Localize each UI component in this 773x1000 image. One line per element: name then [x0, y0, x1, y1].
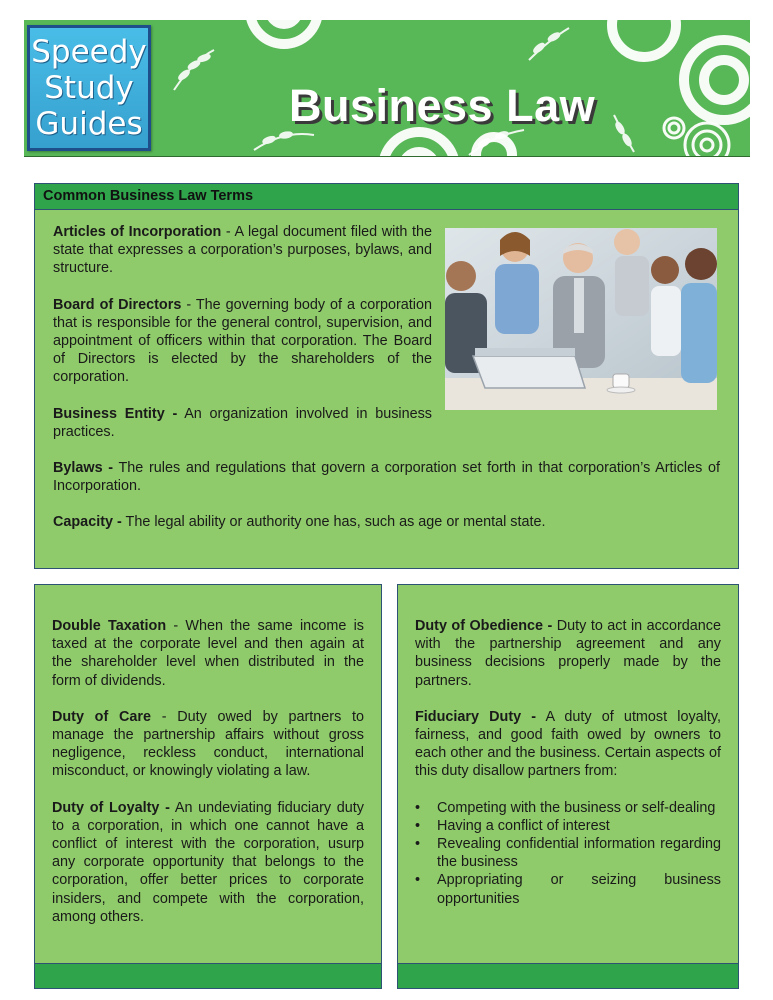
fiduciary-bullet-list [415, 799, 721, 908]
term-business-entity [53, 405, 432, 441]
term-title: Double Taxation [52, 618, 167, 634]
list-item: • Appropriating or seizing business opportunities [415, 872, 721, 907]
term-title: Articles of Incorporation [53, 224, 222, 240]
term-title: Bylaws - [53, 460, 114, 476]
term-duty-of-obedience [415, 617, 721, 690]
top-terms-column [53, 223, 432, 459]
right-terms-column [415, 617, 721, 908]
term-title: Board of Directors [53, 296, 182, 313]
logo-line: Guides [35, 106, 143, 142]
term-board-of-directors: Board of Directors - The governing body of a corporation that is responsible for the general control, supervision, and appointment of officers within that corporation. The Board of Directors is elected by the shareholders of the corporation. [53, 296, 432, 386]
left-terms-column [52, 617, 364, 944]
list-item: • Having a conflict of interest [415, 817, 610, 834]
business-team-photo [445, 228, 717, 410]
bullet-icon: • [415, 817, 421, 834]
panel-footer [398, 963, 738, 988]
term-title: Capacity - [53, 514, 122, 531]
term-definition: Duty owed by partners to manage the partnership affairs without gross negligence, reckless conduct, international misconduct, or knowingly violating a law. [52, 708, 364, 780]
term-bylaws [53, 459, 720, 495]
term-title: Duty of Care [52, 708, 151, 725]
logo-line: Speedy [31, 34, 147, 70]
logo-line: Study [44, 70, 134, 106]
speedy-study-guides-logo [27, 25, 151, 151]
term-title: Duty of Loyalty - [52, 799, 170, 816]
bullet-icon: • [415, 799, 421, 816]
term-definition: Duty to act in accordance with the partnership agreement and any business decisions properly made by the partners. [415, 618, 721, 689]
term-fiduciary-duty [415, 708, 721, 781]
top-terms-wide [53, 459, 720, 550]
list-item: • Competing with the business or self-dealing [415, 799, 716, 816]
panel-heading: Common Business Law Terms [35, 184, 738, 210]
term-definition: When the same income is taxed at the corporate level and then again at the shareholder level when distributed in the form of dividends. [52, 618, 364, 689]
term-definition: An undeviating fiduciary duty to a corporation, in which one cannot have a conflict of interest with the corporation, usurp any corporate opportunity that belongs to the corporation, offer better prices to corporate insiders, and compete with the corporation, among others. [52, 799, 365, 925]
term-definition: The governing body of a corporation that is responsible for the general control, supervision, and appointment of officers within that corporation. The Board of Directors is elected by the shareholders of the corporation. [53, 296, 432, 386]
list-item: • Revealing confidential information regarding the business [415, 836, 721, 871]
term-articles-of-incorporation: Articles of Incorporation - A legal document filed with the state that expresses a corporation’s purposes, bylaws, and structure. [53, 224, 432, 277]
panel-footer [35, 963, 381, 988]
term-duty-of-loyalty [52, 799, 364, 926]
term-definition: The rules and regulations that govern a corporation set forth in that corporation’s Articles of Incorporation. [53, 460, 720, 495]
term-definition: A duty of utmost loyalty, fairness, and good faith owed by owners to each other and the business. Certain aspects of this duty disallow partners from: [415, 708, 721, 780]
term-title: Duty of Obedience - [415, 618, 553, 634]
page-title: Business Law [289, 80, 596, 131]
bullet-icon: • [415, 872, 421, 889]
term-definition: A legal document filed with the state that expresses a corporation’s purposes, bylaws, and structure. [53, 224, 432, 277]
term-capacity [53, 513, 720, 531]
term-definition: The legal ability or authority one has, such as age or mental state. [125, 514, 546, 531]
term-title: Fiduciary Duty - [415, 708, 537, 725]
term-title: Business Entity - [53, 405, 178, 422]
term-duty-of-care: Duty of Care - Duty owed by partners to manage the partnership affairs without gross negligence, reckless conduct, international misconduct, or knowingly violating a law. [52, 708, 364, 780]
bullet-icon: • [415, 836, 421, 853]
term-definition: An organization involved in business practices. [53, 405, 432, 440]
term-double-taxation: Double Taxation - When the same income is taxed at the corporate level and then again at the shareholder level when distributed in the form of dividends. [52, 618, 364, 689]
